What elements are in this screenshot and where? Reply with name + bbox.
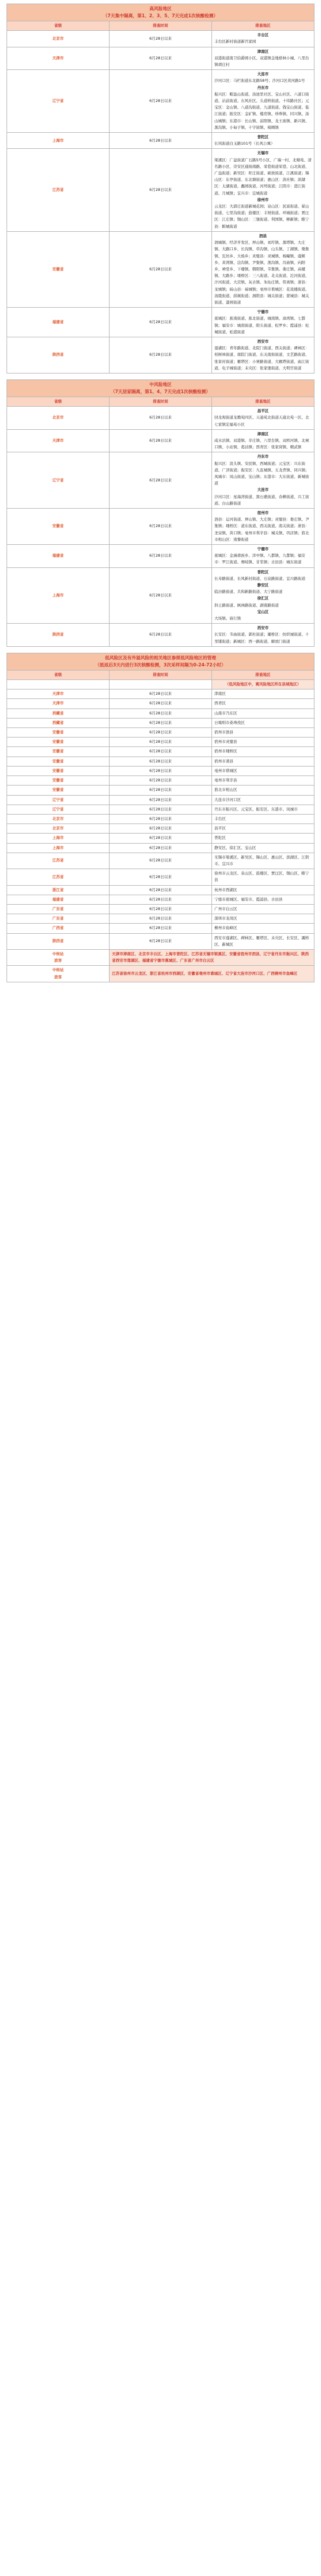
table-row xyxy=(7,834,314,843)
area-cell: 昌平区 xyxy=(212,824,314,834)
city-name: 津南区 xyxy=(257,49,269,54)
table-row xyxy=(7,70,314,133)
area-text: 泗城镇、经济开发区、屏山镇、刘圩镇、黑塔镇、大庄镇、大路口乡、长沟镇、草沟镇、山头镇、丁湖镇、墩集镇、瓦坊乡、大杨乡；灵璧县：灵城镇、杨疃镇、虞姬乡、黄湾镇、浍沟镇、尹集镇、渔沟镇、冯庙镇、向阳乡、禅堂乡、下楼镇、朝阳镇、韦集镇、娄庄镇、高楼镇、大路乡；埇桥区：三八街道、北关街道、沱河街道、汴河街道、大营镇、灰古镇、朱仙庄镇、符离镇；萧县：龙城镇；砀山县：砀城镇；亳州市谯城区：花戏楼街道、汤陵街道、薛阁街道；涡阳县：城关街道；蒙城县：城关街道、漆园街道 xyxy=(214,240,309,305)
province-cell: 上海市 xyxy=(7,843,110,853)
province-cell: 福建省 xyxy=(7,308,110,337)
low-risk-note-row xyxy=(7,680,314,690)
area-text: 莲湖区：青年路街道、北院门街道、西关街道；碑林区：柏树林街道、南院门街道、东关南街街道、文艺路街道、张家村街道；雁塔区：小寨路街道、大雁塔街道、曲江街道、电子城街道；未央区：张家堡街道、大明宫街道 xyxy=(214,346,309,371)
table-row xyxy=(7,407,314,430)
city-name: 丹东市 xyxy=(257,454,269,459)
table-row xyxy=(7,728,314,738)
table-row xyxy=(7,814,314,823)
date-cell: 6月28日以来 xyxy=(110,885,212,895)
date-cell: 6月28日以来 xyxy=(110,834,212,843)
area-text: 丰台区新村街道新宫家园 xyxy=(214,39,256,44)
area-text: 回龙观街道龙腾苑四区、天通苑北街道天通北苑一区、北七家镇宏福苑小区 xyxy=(214,415,309,427)
table-row xyxy=(7,786,314,795)
city-name: 普陀区 xyxy=(257,569,269,574)
date-cell: 6月28日以来 xyxy=(110,904,212,914)
area-cell: 广州市白云区 xyxy=(212,904,314,914)
province-cell: 安徽省 xyxy=(7,786,110,795)
table-row xyxy=(7,914,314,924)
city-name: 静安区 xyxy=(257,583,269,588)
footer-row xyxy=(7,949,314,965)
area-cell xyxy=(212,308,314,337)
area-cell: 宿州市埇桥区 xyxy=(212,747,314,756)
col-area: 排查地区 xyxy=(212,670,314,679)
area-text: 沙河口区：马栏街道东北路58号；沙河口区黄河路1号 xyxy=(214,78,305,84)
city-name: 津南区 xyxy=(257,431,269,436)
area-cell: 亳州市利辛县 xyxy=(212,776,314,786)
province-cell: 安徽省 xyxy=(7,738,110,747)
date-cell: 6月28日以来 xyxy=(110,699,212,708)
date-cell: 6月28日以来 xyxy=(110,756,212,766)
area-text: 长安区：韦曲街道、郭杜街道；灞桥区：纺织城街道、十里铺街道；新城区：西一路街道、解放门街道 xyxy=(214,632,309,644)
area-cell xyxy=(212,231,314,307)
province-cell: 安徽省 xyxy=(7,766,110,775)
table-row xyxy=(7,509,314,545)
date-cell: 6月28日以来 xyxy=(110,805,212,814)
low-risk-table xyxy=(7,653,314,982)
city-name: 宝山区 xyxy=(257,609,269,614)
area-text: 大场镇、庙行镇 xyxy=(214,616,241,621)
table-row xyxy=(7,747,314,756)
province-cell: 安徽省 xyxy=(7,776,110,786)
area-cell: 无锡市梁溪区、新吴区、锡山区、惠山区、滨湖区、江阴市、宜兴市 xyxy=(212,853,314,869)
date-cell: 6月28日以来 xyxy=(110,853,212,869)
date-cell: 6月28日以来 xyxy=(110,429,212,452)
province-cell: 上海市 xyxy=(7,133,110,149)
table-row xyxy=(7,718,314,727)
date-cell: 6月28日以来 xyxy=(110,567,212,624)
area-text: 振兴区：浪头镇、安民镇、西城街道；元宝区：兴东街道、广济街道；振安区：九连城镇、五龙背镇、同兴镇；凤城市：凤山街道、宝山镇；东港市：大东街道、新城街道 xyxy=(214,461,309,486)
area-cell: 杭州市西湖区 xyxy=(212,885,314,895)
date-cell: 6月28日以来 xyxy=(110,133,212,149)
area-cell xyxy=(212,337,314,373)
province-cell: 安徽省 xyxy=(7,728,110,738)
area-cell xyxy=(212,70,314,133)
city-name: 普陀区 xyxy=(257,135,269,140)
area-cell xyxy=(212,149,314,231)
table-row xyxy=(7,933,314,949)
date-cell: 6月28日以来 xyxy=(110,766,212,775)
table-row xyxy=(7,869,314,885)
table-row xyxy=(7,699,314,708)
table-row xyxy=(7,776,314,786)
date-cell: 6月28日以来 xyxy=(110,814,212,823)
area-cell: 津南区 xyxy=(212,690,314,699)
area-cell xyxy=(212,47,314,70)
province-cell: 辽宁省 xyxy=(7,70,110,133)
date-cell: 6月28日以来 xyxy=(110,843,212,853)
col-province: 省级 xyxy=(7,397,110,406)
date-cell: 6月28日以来 xyxy=(110,869,212,885)
province-cell: 辽宁省 xyxy=(7,795,110,805)
table-row xyxy=(7,47,314,70)
low-risk-title: 低风险区及有外溢风险的相关地区参照低风险地区的管理 xyxy=(105,655,216,660)
province-cell: 北京市 xyxy=(7,31,110,47)
area-cell: 静安区、徐汇区、宝山区 xyxy=(212,843,314,853)
city-name: 无锡市 xyxy=(257,151,269,156)
table-row xyxy=(7,904,314,914)
province-cell: 福建省 xyxy=(7,545,110,568)
area-cell: 亳州市谯城区 xyxy=(212,766,314,775)
table-row xyxy=(7,31,314,47)
high-risk-column-header xyxy=(7,21,314,31)
area-cell: 宿州市萧县 xyxy=(212,756,314,766)
area-text: 振兴区：帽盔山街道、汤池里社区、宝山社区、六道口街道、站前街道、东风社区、头道桥街道、十纬路社区；元宝区：金山镇、八道沟街道、九道街道、钱宝山街道、临江街道；振安区：金矿镇、楼房镇、珍珠镇、同兴镇、汤山城镇；东港市：长山镇、前阳镇、龙王庙镇、新兴镇、黑沟镇、小甸子镇、十字街镇、椅圈镇 xyxy=(214,91,309,130)
date-cell: 6月28日以来 xyxy=(110,728,212,738)
area-text: 梁溪区：广益街道广石路5号小区、广瑞一村、北塘苑、清名路小区、崇安区通扬南路、荣巷街道荣巷、山北街道、广益街道；新吴区：旺庄街道、硕放街道、江溪街道；锡山区：东亭街道、东北塘街道；惠山区：洛社镇；滨湖区：太湖街道、蠡园街道、河埒街道；江阴市：澄江街道、月城镇；宜兴市：宜城街道 xyxy=(214,157,312,196)
date-cell: 6月28日以来 xyxy=(110,624,212,647)
area-cell xyxy=(212,31,314,47)
area-cell: 日喀则市桑珠孜区 xyxy=(212,718,314,727)
province-cell: 安徽省 xyxy=(7,756,110,766)
area-text: 斜土路街道、枫林路街道、湖南路街道 xyxy=(214,602,279,608)
table-row xyxy=(7,337,314,373)
table-row xyxy=(7,429,314,452)
area-cell: 宿州市灵璧县 xyxy=(212,738,314,747)
province-cell: 福建省 xyxy=(7,895,110,904)
area-cell: 深圳市龙岗区 xyxy=(212,914,314,924)
area-cell: 大连市沙河口区 xyxy=(212,795,314,805)
high-risk-subtitle: （7天集中隔离，第1、2、3、5、7天完成1次核酸检测） xyxy=(102,13,219,18)
date-cell: 6月28日以来 xyxy=(110,231,212,307)
date-cell: 6月28日以来 xyxy=(110,708,212,718)
city-name: 徐汇区 xyxy=(257,596,269,601)
area-text: 临汾路街道、共和新路街道、大宁路街道 xyxy=(214,589,283,595)
transit-label-cell: 中转站 旅客 xyxy=(7,949,110,965)
date-cell: 6月28日以来 xyxy=(110,924,212,933)
col-province: 省级 xyxy=(7,670,110,679)
area-cell xyxy=(212,567,314,624)
province-cell: 安徽省 xyxy=(7,509,110,545)
table-row xyxy=(7,690,314,699)
table-row xyxy=(7,624,314,647)
table-row xyxy=(7,824,314,834)
area-cell xyxy=(212,429,314,452)
province-cell: 陕西省 xyxy=(7,337,110,373)
province-cell: 陕西省 xyxy=(7,933,110,949)
date-cell: 6月28日以来 xyxy=(110,47,212,70)
province-cell: 江苏省 xyxy=(7,853,110,869)
date-cell: 6月28日以来 xyxy=(110,308,212,337)
medium-risk-subtitle: （7天居家隔离，第1、4、7天完成1次核酸检测） xyxy=(110,388,211,394)
date-cell: 6月28日以来 xyxy=(110,718,212,727)
date-cell: 6月28日以来 xyxy=(110,407,212,430)
low-risk-note: （低风险地区中，离风险地区所在县域地区） xyxy=(212,680,314,690)
province-cell: 西藏省 xyxy=(7,708,110,718)
table-row xyxy=(7,853,314,869)
table-row xyxy=(7,231,314,307)
area-cell: 丰台区 xyxy=(212,814,314,823)
city-name: 大连市 xyxy=(257,487,269,493)
area-cell: 宿州市泗县 xyxy=(212,728,314,738)
date-cell: 6月28日以来 xyxy=(110,690,212,699)
province-cell: 北京市 xyxy=(7,814,110,823)
province-cell: 辽宁省 xyxy=(7,805,110,814)
area-text: 蕉城区：金涵畲族乡、洋中镇、八都镇、九都镇；福安市：罗江街道、赛岐镇、甘棠镇；古田县：城东街道 xyxy=(214,553,306,565)
area-text: 沙河口区：星海湾街道、黑石礁街道、春柳街道、兴工街道、白山路街道 xyxy=(214,494,309,506)
area-cell: 山南市乃东区 xyxy=(212,708,314,718)
province-cell: 上海市 xyxy=(7,834,110,843)
province-cell: 辽宁省 xyxy=(7,452,110,509)
province-cell: 广东省 xyxy=(7,904,110,914)
area-text: 云龙区：大郭庄街道新城花园；泉山区：民富街道、翟山街道、七里沟街道；鼓楼区：丰财街道、环城街道；贾汪区：江庄镇；铜山区：三堡街道、利国镇、柳新镇；睢宁县：睢城街道 xyxy=(214,204,309,229)
area-cell xyxy=(212,545,314,568)
date-cell: 6月28日以来 xyxy=(110,738,212,747)
table-row xyxy=(7,738,314,747)
province-cell: 天津市 xyxy=(7,47,110,70)
date-cell: 6月28日以来 xyxy=(110,337,212,373)
area-text: 双港街道南卫伯爵园小区、双港镇金地格林小城、八里台镇胡庄村 xyxy=(214,55,309,68)
risk-area-document xyxy=(7,0,314,1006)
area-text: 咸水沽镇、双港镇、辛庄镇、八里台镇、双桥河镇、北闸口镇、小站镇、葛沽镇；西青区：张家窝镇、精武镇 xyxy=(214,438,309,450)
province-cell: 安徽省 xyxy=(7,747,110,756)
date-cell: 6月28日以来 xyxy=(110,824,212,834)
province-cell: 天津市 xyxy=(7,690,110,699)
transit-area-cell: 江苏省徐州市云龙区、浙江省杭州市西湖区、安徽省亳州市谯城区、辽宁省大连市沙河口区、广西柳州市鱼峰区 xyxy=(110,966,314,982)
city-name: 宿州市 xyxy=(257,510,269,515)
area-cell: 普陀区 xyxy=(212,834,314,843)
footer-row xyxy=(7,966,314,982)
city-name: 泗县 xyxy=(259,233,267,238)
transit-label-cell: 中转站 旅客 xyxy=(7,966,110,982)
table-row xyxy=(7,133,314,149)
area-cell: 柳州市鱼峰区 xyxy=(212,924,314,933)
medium-risk-header xyxy=(7,379,314,397)
table-row xyxy=(7,895,314,904)
date-cell: 6月28日以来 xyxy=(110,545,212,568)
area-cell: 西青区 xyxy=(212,699,314,708)
area-text: 泗县：运河街道、屏山镇、大庄镇；灵璧县：娄庄镇、尹集镇；埇桥区：道东街道、西关街道、南关街道；萧县：圣泉镇、黄口镇；亳州市利辛县：城关镇、巩店镇；淮北市相山区：南黎街道 xyxy=(214,517,309,542)
table-row xyxy=(7,149,314,231)
area-cell: 淮北市相山区 xyxy=(212,786,314,795)
table-row xyxy=(7,924,314,933)
date-cell: 6月28日以来 xyxy=(110,31,212,47)
area-cell: 西安市莲湖区、碑林区、雁塔区、未央区、长安区、灞桥区、新城区 xyxy=(212,933,314,949)
province-cell: 西藏省 xyxy=(7,718,110,727)
city-name: 徐州市 xyxy=(257,197,269,202)
date-cell: 6月28日以来 xyxy=(110,933,212,949)
province-cell: 北京市 xyxy=(7,407,110,430)
city-name: 宁德市 xyxy=(257,547,269,552)
province-cell: 广东省 xyxy=(7,914,110,924)
date-cell: 6月28日以来 xyxy=(110,776,212,786)
city-name: 西安市 xyxy=(257,625,269,631)
table-row xyxy=(7,308,314,337)
city-name: 西安市 xyxy=(257,339,269,344)
province-cell: 广西省 xyxy=(7,924,110,933)
low-risk-header xyxy=(7,653,314,670)
area-text: 蕉城区：蕉南街道、蕉北街道、城南镇、漳湾镇、七都镇；福安市：城南街道、阳头街道、松罗乡；霞浦县：松城街道、松港街道 xyxy=(214,316,309,334)
date-cell: 6月28日以来 xyxy=(110,70,212,133)
city-name: 昌平区 xyxy=(257,408,269,414)
date-cell: 6月28日以来 xyxy=(110,895,212,904)
province-cell: 天津市 xyxy=(7,699,110,708)
province-cell: 天津市 xyxy=(7,429,110,452)
low-risk-column-header xyxy=(7,670,314,679)
table-row xyxy=(7,843,314,853)
area-cell: 宁德市蕉城区、福安市、霞浦县、古田县 xyxy=(212,895,314,904)
province-cell: 安徽省 xyxy=(7,231,110,307)
city-name: 大连市 xyxy=(257,72,269,77)
date-cell: 6月28日以来 xyxy=(110,149,212,231)
table-row xyxy=(7,452,314,509)
area-cell xyxy=(212,452,314,509)
table-row xyxy=(7,885,314,895)
date-cell: 6月28日以来 xyxy=(110,747,212,756)
city-name: 宁德市 xyxy=(257,309,269,315)
province-cell: 江苏省 xyxy=(7,149,110,231)
area-cell: 丹东市振兴区、元宝区、振安区、东港市、凤城市 xyxy=(212,805,314,814)
area-text: 长寿路街道、长风新村街道、石泉路街道、宜川路街道 xyxy=(214,576,306,581)
medium-risk-title: 中风险地区 xyxy=(149,381,172,387)
city-name: 丹东市 xyxy=(257,85,269,90)
area-text: 长风街道白玉路101号（长风公寓） xyxy=(214,141,275,146)
high-risk-table xyxy=(7,4,314,374)
table-row xyxy=(7,756,314,766)
table-row xyxy=(7,708,314,718)
table-row xyxy=(7,567,314,624)
medium-risk-column-header xyxy=(7,397,314,406)
area-cell xyxy=(212,509,314,545)
date-cell: 6月28日以来 xyxy=(110,786,212,795)
date-cell: 6月28日以来 xyxy=(110,452,212,509)
area-cell: 徐州市云龙区、泉山区、鼓楼区、贾汪区、铜山区、睢宁县 xyxy=(212,869,314,885)
table-row xyxy=(7,795,314,805)
province-cell: 北京市 xyxy=(7,824,110,834)
col-province: 省级 xyxy=(7,21,110,31)
low-risk-subtitle: （抵返后3天内进行3次核酸检测，3次采样间隔为0-24-72小时） xyxy=(95,662,226,668)
high-risk-title: 高风险地区 xyxy=(149,6,172,11)
date-cell: 6月28日以来 xyxy=(110,914,212,924)
table-row xyxy=(7,805,314,814)
area-cell xyxy=(212,407,314,430)
table-row xyxy=(7,766,314,775)
province-cell: 上海市 xyxy=(7,567,110,624)
date-cell: 6月28日以来 xyxy=(110,795,212,805)
col-date: 排查时间 xyxy=(110,670,212,679)
area-cell xyxy=(212,624,314,647)
transit-area-cell: 天津市津南区、北京市丰台区、上海市普陀区、江苏省无锡市梁溪区、安徽省宿州市泗县、辽宁省丹东市振兴区、陕西省西安市莲湖区、福建省宁德市蕉城区、广东省广州市白云区 xyxy=(110,949,314,965)
city-name: 丰台区 xyxy=(257,33,269,38)
area-cell xyxy=(212,133,314,149)
province-cell: 浙江省 xyxy=(7,885,110,895)
table-row xyxy=(7,545,314,568)
col-date: 排查时间 xyxy=(110,21,212,31)
high-risk-header xyxy=(7,4,314,21)
date-cell: 6月28日以来 xyxy=(110,509,212,545)
col-date: 排查时间 xyxy=(110,397,212,406)
province-cell: 江苏省 xyxy=(7,869,110,885)
province-cell: 陕西省 xyxy=(7,624,110,647)
col-area: 排查地区 xyxy=(212,21,314,31)
col-area: 排查地区 xyxy=(212,397,314,406)
medium-risk-table xyxy=(7,379,314,647)
